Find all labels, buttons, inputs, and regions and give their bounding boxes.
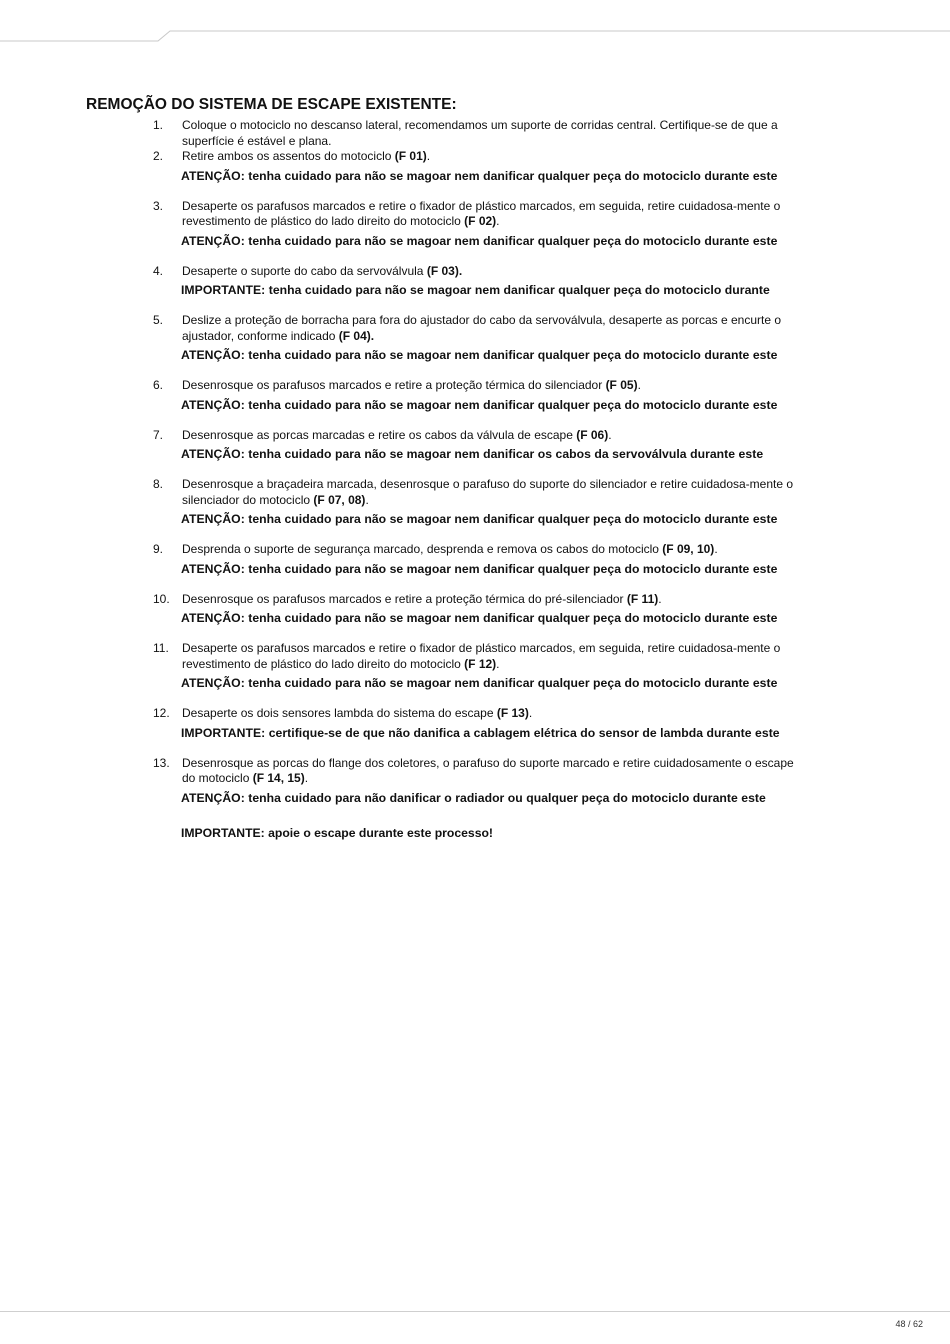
step-number: 13. (153, 755, 170, 770)
step-text (182, 428, 806, 444)
step-instruction: Coloque o motociclo no descanso lateral, recomendamos um suporte de corridas central. Certifique-se de que a superfície é estável e plana. (182, 118, 778, 148)
warning-note: ATENÇÃO: tenha cuidado para não se magoar nem danificar qualquer peça do motociclo durante este (181, 397, 778, 412)
warning-note: ATENÇÃO: tenha cuidado para não se magoar nem danificar qualquer peça do motociclo durante este (181, 233, 778, 248)
step-instruction: Desenrosque as porcas do flange dos coletores, o parafuso do suporte marcado e retire cuidadosamente o escape do motociclo (182, 755, 794, 785)
step-item (86, 149, 806, 184)
step-text (182, 477, 806, 508)
step-text (182, 378, 806, 394)
step-item (86, 477, 806, 527)
step-item (86, 313, 806, 363)
figure-reference: (F 14, 15) (252, 771, 305, 785)
step-item (86, 118, 806, 149)
step-instruction: Desaperte os parafusos marcados e retire o fixador de plástico marcados, em seguida, retire cuidadosa-mente o revestimento de plástico do lado direito do motociclo (182, 641, 781, 671)
header-rule (0, 28, 950, 48)
figure-reference: (F 03). (426, 263, 463, 278)
step-item (86, 592, 806, 627)
step-punctuation: . (608, 427, 612, 442)
step-item (86, 706, 806, 741)
step-punctuation: . (426, 149, 431, 163)
step-number: 7. (153, 427, 164, 442)
step-item (86, 542, 806, 577)
step-item (86, 199, 806, 249)
warning-note: ATENÇÃO: tenha cuidado para não se magoar nem danificar qualquer peça do motociclo durante este (181, 676, 778, 690)
figure-reference: (F 07, 08) (313, 492, 366, 507)
step-punctuation: . (658, 591, 662, 606)
step-punctuation: . (496, 214, 500, 228)
step-item (86, 428, 806, 463)
step-item (86, 641, 806, 691)
step-punctuation: . (637, 378, 641, 392)
step-text (182, 313, 806, 344)
warning-note: IMPORTANTE: tenha cuidado para não se magoar nem danificar qualquer peça do motociclo durante (181, 283, 770, 297)
figure-reference: (F 13) (496, 706, 529, 720)
step-text (182, 542, 806, 558)
steps-list (86, 118, 806, 806)
step-punctuation: . (528, 706, 533, 720)
step-text (182, 149, 806, 165)
step-text (182, 264, 806, 280)
figure-reference: (F 04). (338, 328, 375, 343)
warning-note: IMPORTANTE: certifique-se de que não danifica a cablagem elétrica do sensor de lambda durante este (181, 725, 780, 740)
step-instruction: Desenrosque os parafusos marcados e retire a proteção térmica do silenciador (182, 378, 606, 392)
step-item (86, 378, 806, 413)
step-instruction: Desprenda o suporte de segurança marcado, desprenda e remova os cabos do motociclo (182, 542, 663, 556)
step-punctuation: . (496, 656, 500, 671)
warning-note: ATENÇÃO: tenha cuidado para não danificar o radiador ou qualquer peça do motociclo durante este (181, 790, 766, 805)
figure-reference: (F 06) (576, 427, 609, 442)
step-punctuation: . (365, 492, 369, 507)
step-item (86, 756, 806, 806)
step-text (182, 641, 806, 672)
warning-note: ATENÇÃO: tenha cuidado para não se magoar nem danificar os cabos da servoválvula durante este (181, 447, 764, 461)
step-item (86, 264, 806, 299)
warning-note: ATENÇÃO: tenha cuidado para não se magoar nem danificar qualquer peça do motociclo durante este (181, 512, 778, 526)
figure-reference: (F 09, 10) (662, 542, 715, 556)
figure-reference: (F 12) (464, 656, 497, 671)
step-text (182, 756, 806, 787)
step-instruction: Desenrosque a braçadeira marcada, desenrosque o parafuso do suporte do silenciador e retire cuidadosa-mente o silenciador do motociclo (182, 477, 794, 507)
step-number: 6. (153, 378, 164, 392)
final-note: IMPORTANTE: apoie o escape durante este processo! (181, 825, 493, 840)
step-number: 2. (153, 149, 164, 163)
warning-note: ATENÇÃO: tenha cuidado para não se magoar nem danificar qualquer peça do motociclo durante este (181, 561, 778, 576)
step-number: 4. (153, 263, 164, 278)
warning-note: ATENÇÃO: tenha cuidado para não se magoar nem danificar qualquer peça do motociclo durante este (181, 611, 778, 625)
step-number: 3. (153, 198, 164, 213)
step-instruction: Desenrosque as porcas marcadas e retire os cabos da válvula de escape (182, 427, 577, 442)
step-instruction: Desenrosque os parafusos marcados e retire a proteção térmica do pré-silenciador (182, 591, 627, 606)
step-instruction: Desaperte o suporte do cabo da servoválvula (182, 263, 427, 278)
step-number: 8. (153, 477, 164, 491)
step-punctuation: . (304, 771, 309, 785)
step-text (182, 592, 806, 608)
step-instruction: Deslize a proteção de borracha para fora do ajustador do cabo da servoválvula, desaperte as porcas e encurte o ajustador, conforme indicado (182, 313, 782, 343)
figure-reference: (F 01) (394, 149, 427, 163)
step-instruction: Retire ambos os assentos do motociclo (182, 149, 395, 163)
step-number: 5. (153, 313, 164, 327)
step-punctuation: . (714, 542, 718, 556)
step-text (182, 706, 806, 722)
page-number: 48 / 62 (895, 1319, 923, 1329)
step-number: 12. (153, 706, 170, 720)
figure-reference: (F 11) (626, 591, 659, 606)
step-number: 1. (153, 118, 164, 132)
step-text (182, 118, 806, 149)
step-instruction: Desaperte os parafusos marcados e retire o fixador de plástico marcados, em seguida, retire cuidadosa-mente o revestimento de plástico do lado direito do motociclo (182, 198, 781, 228)
section-title: REMOÇÃO DO SISTEMA DE ESCAPE EXISTENTE: (86, 96, 457, 113)
figure-reference: (F 05) (605, 378, 638, 392)
step-instruction: Desaperte os dois sensores lambda do sistema do escape (182, 706, 497, 720)
figure-reference: (F 02) (464, 214, 497, 228)
document-body (86, 96, 806, 841)
warning-note: ATENÇÃO: tenha cuidado para não se magoar nem danificar qualquer peça do motociclo durante este (181, 168, 778, 183)
warning-note: ATENÇÃO: tenha cuidado para não se magoar nem danificar qualquer peça do motociclo durante este (181, 348, 778, 362)
step-number: 10. (153, 591, 170, 606)
step-number: 11. (153, 641, 169, 655)
step-text (182, 199, 806, 230)
footer-rule (0, 1311, 950, 1312)
step-number: 9. (153, 542, 164, 556)
